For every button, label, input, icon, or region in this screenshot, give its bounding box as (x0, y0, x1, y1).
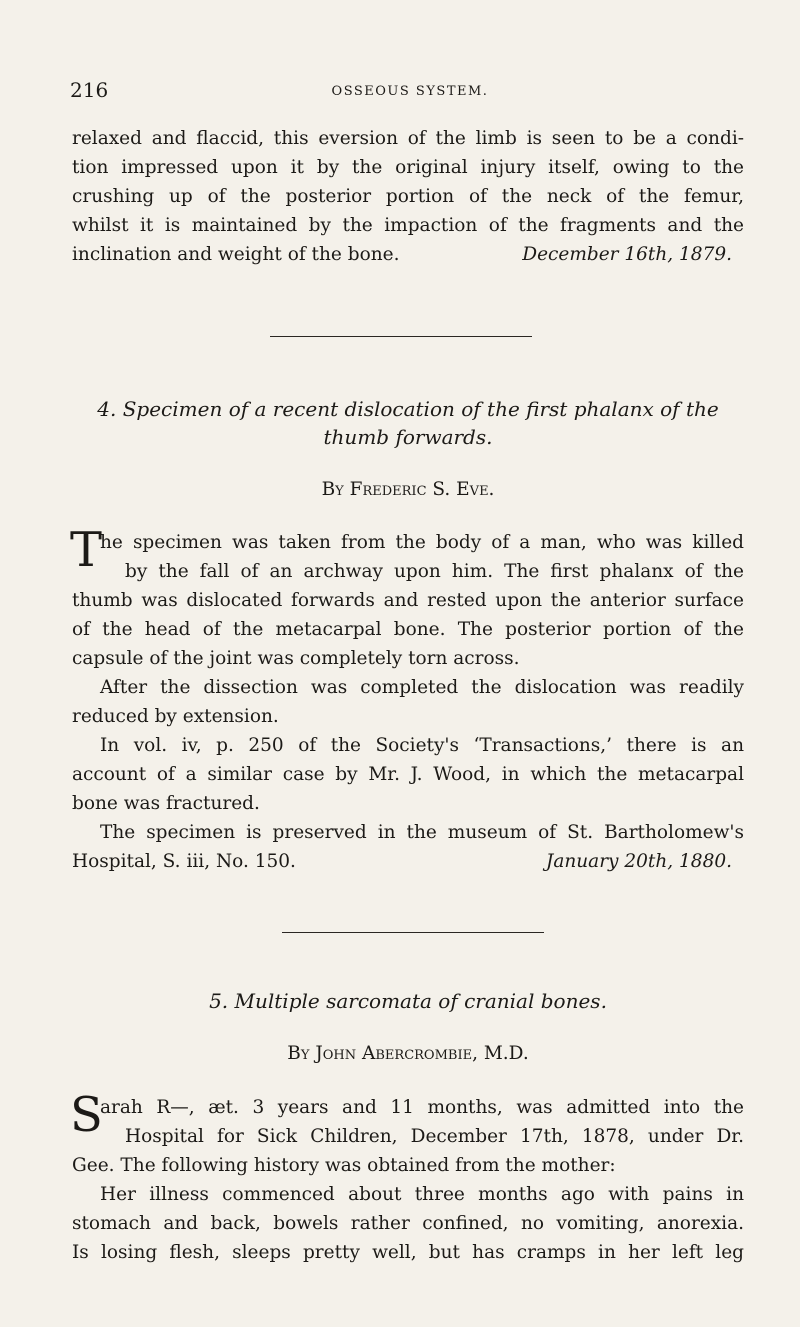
date: January 20th, 1880. (545, 851, 732, 872)
text-line: In vol. iv, p. 250 of the Society's ‘Transactions,’ there is an (100, 735, 744, 756)
text-line: crushing up of the posterior portion of the neck of the femur, (72, 186, 744, 207)
text-line: arah R—, æt. 3 years and 11 months, was admitted into the (100, 1097, 744, 1118)
text-line-with-date (72, 242, 744, 268)
section-title: 4. Specimen of a recent dislocation of the first phalanx of the (97, 397, 719, 421)
running-head: OSSEOUS SYSTEM. (331, 84, 489, 99)
text-line: account of a similar case by Mr. J. Wood, in which the metacarpal (72, 764, 744, 785)
text: inclination and weight of the bone. (72, 244, 400, 265)
text-line: reduced by extension. (72, 706, 279, 727)
section-divider (282, 932, 544, 933)
drop-cap: S (70, 1087, 103, 1143)
drop-cap: T (70, 522, 103, 578)
date: December 16th, 1879. (522, 244, 732, 265)
text-line: Is losing flesh, sleeps pretty well, but has cramps in her left leg (72, 1242, 744, 1263)
section-title: 5. Multiple sarcomata of cranial bones. (209, 989, 607, 1013)
text-line: Hospital for Sick Children, December 17th, 1878, under Dr. (125, 1126, 744, 1147)
text-line: stomach and back, bowels rather confined, no vomiting, anorexia. (72, 1213, 744, 1234)
page-number: 216 (70, 78, 109, 102)
text-line: The specimen is preserved in the museum of St. Bartholomew's (100, 822, 744, 843)
text-line-with-date (72, 849, 744, 875)
text-line: of the head of the metacarpal bone. The posterior portion of the (72, 619, 744, 640)
text-line: he specimen was taken from the body of a man, who was killed (100, 532, 744, 553)
byline: By Frederic S. Eve. (321, 479, 495, 500)
byline: By John Abercrombie, M.D. (287, 1043, 529, 1064)
text-line: thumb was dislocated forwards and rested upon the anterior surface (72, 590, 744, 611)
text-line: Her illness commenced about three months ago with pains in (100, 1184, 744, 1205)
text-line: relaxed and flaccid, this eversion of the limb is seen to be a condi- (72, 128, 744, 149)
text: Hospital, S. iii, No. 150. (72, 851, 296, 872)
text-line: tion impressed upon it by the original injury itself, owing to the (72, 157, 744, 178)
text-line: whilst it is maintained by the impaction of the fragments and the (72, 215, 744, 236)
text-line: After the dissection was completed the dislocation was readily (100, 677, 744, 698)
text-line: Gee. The following history was obtained from the mother: (72, 1155, 616, 1176)
section-title: thumb forwards. (323, 425, 493, 449)
text-line: by the fall of an archway upon him. The first phalanx of the (125, 561, 744, 582)
text-line: capsule of the joint was completely torn across. (72, 648, 520, 669)
text-line: bone was fractured. (72, 793, 260, 814)
page-header (70, 78, 750, 106)
section-divider (270, 336, 532, 337)
